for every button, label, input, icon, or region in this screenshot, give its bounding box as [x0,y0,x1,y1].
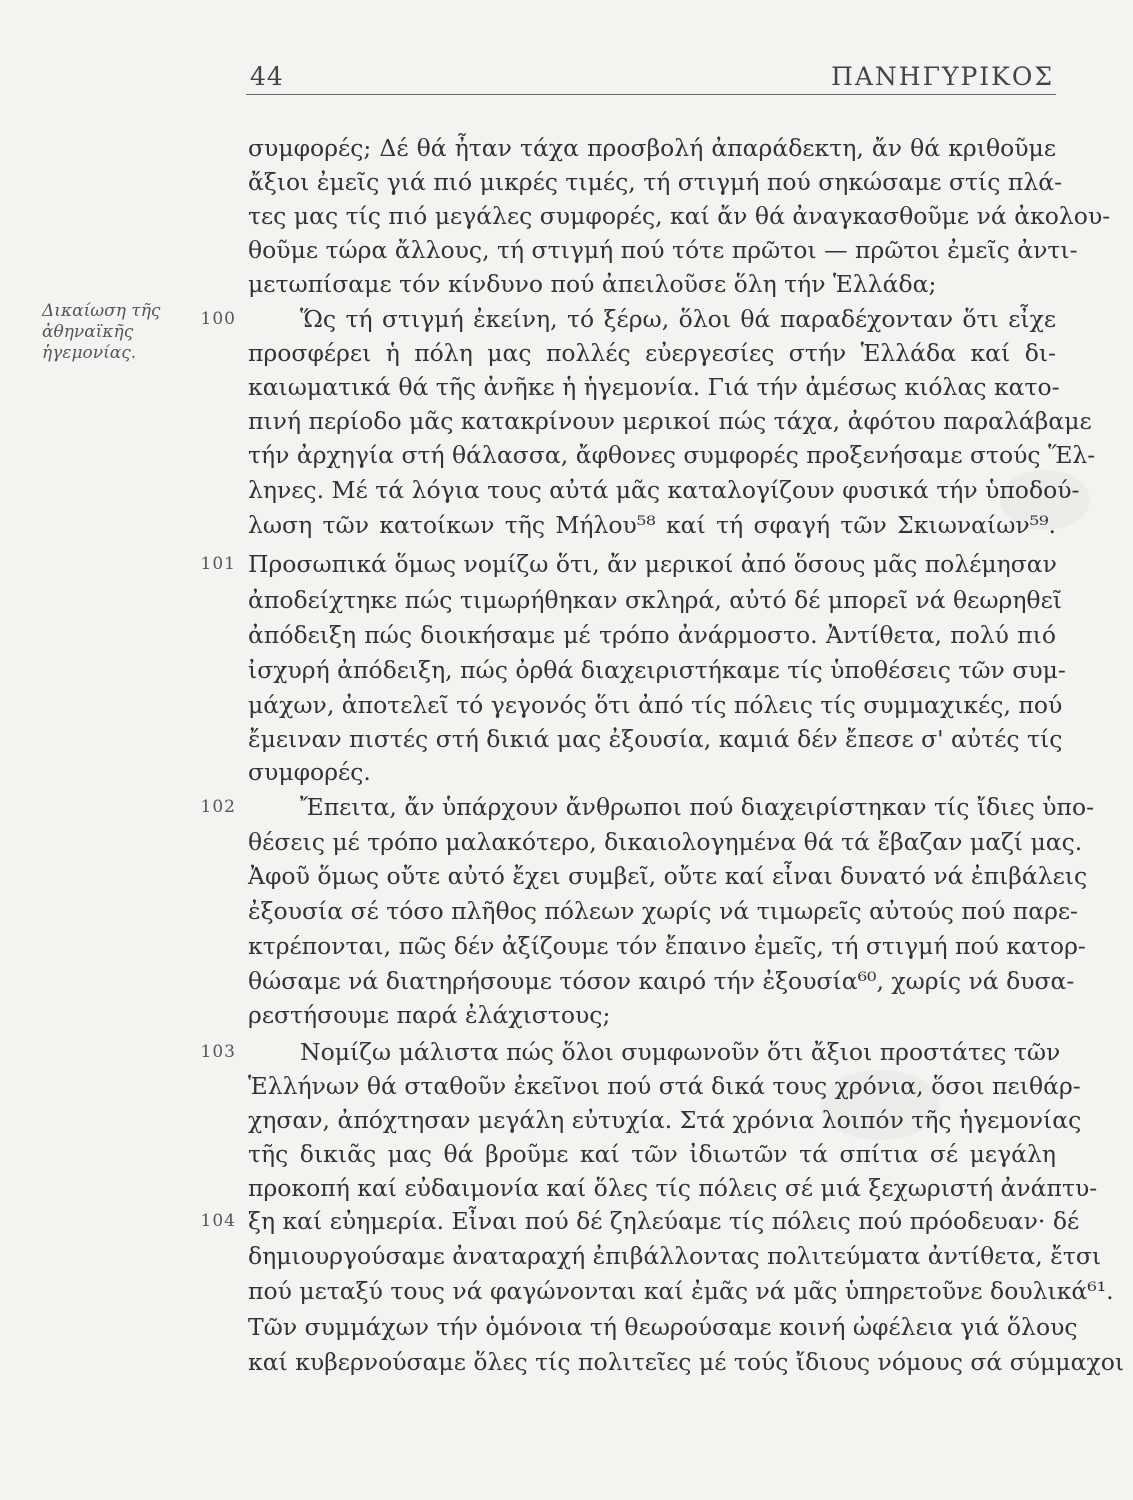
text-line: πινή περίοδο μᾶς κατακρίνουν μερικοί πώς τάχα, ἀφότου παραλάβαμε [248,407,1092,435]
text-line: Ἀφοῦ ὅμως οὔτε αὐτό ἔχει συμβεῖ, οὔτε καί εἶναι δυνατό νά ἐπιβάλεις [248,862,1088,890]
text-line: Ἑλλήνων θά σταθοῦν ἐκεῖνοι πού στά δικά τους χρόνια, ὅσοι πειθάρ- [248,1072,1081,1100]
text-line: μετωπίσαμε τόν κίνδυνο πού ἀπειλοῦσε ὅλη τήν Ἑλλάδα; [248,270,937,298]
paper-stain [1000,470,1090,530]
text-line: ἄξιοι ἐμεῖς γιά πιό μικρές τιμές, τή στιγμή πού σηκώσαμε στίς πλά- [248,168,1063,196]
text-line: ληνες. Μέ τά λόγια τους αὐτά μᾶς καταλογίζουν φυσικά τήν ὑποδού- [248,476,1080,504]
text-line: Νομίζω μάλιστα πώς ὅλοι συμφωνοῦν ὅτι ἄξιοι προστάτες τῶν [300,1038,1061,1066]
text-line: τῆς δικιᾶς μας θά βροῦμε καί τῶν ἰδιωτῶν τά σπίτια σέ μεγάλη [248,1140,1056,1168]
paper-stain [820,1070,940,1140]
text-line: λωση τῶν κατοίκων τῆς Μήλου⁵⁸ καί τή σφαγή τῶν Σκιωναίων⁵⁹. [248,511,1056,539]
text-line: μάχων, ἀποτελεῖ τό γεγονός ὅτι ἀπό τίς πόλεις τίς συμμαχικές, πού [248,691,1063,719]
text-line: Ὥς τή στιγμή ἐκείνη, τό ξέρω, ὅλοι θά παραδέχονταν ὅτι εἶχε [300,305,1056,333]
text-line: συμφορές; Δέ θά ἦταν τάχα προσβολή ἀπαράδεκτη, ἄν θά κριθοῦμε [248,134,1056,162]
text-line: θέσεις μέ τρόπο μαλακότερο, δικαιολογημένα θά τά ἔβαζαν μαζί μας. [248,828,1083,856]
header-rule [246,94,1056,95]
text-line: ἰσχυρή ἀπόδειξη, πώς ὀρθά διαχειριστήκαμε τίς ὑποθέσεις τῶν συμ- [248,656,1066,684]
text-line: θοῦμε τώρα ἄλλους, τή στιγμή πού τότε πρῶτοι — πρῶτοι ἐμεῖς ἀντι- [248,236,1078,264]
text-line: Προσωπικά ὅμως νομίζω ὅτι, ἄν μερικοί ἀπό ὅσους μᾶς πολέμησαν [248,550,1057,578]
margin-note-line: ἀθηναϊκῆς [42,322,134,342]
margin-note-line: ἡγεμονίας. [42,343,137,363]
text-line: τήν ἀρχηγία στή θάλασσα, ἄφθονες συμφορές προξενήσαμε στούς Ἕλ- [248,441,1096,469]
text-line: ἀπόδειξη πώς διοικήσαμε μέ τρόπο ἀνάρμοστο. Ἀντίθετα, πολύ πιό [248,621,1056,649]
margin-note-line: Δικαίωση τῆς [42,301,161,321]
text-line: κτρέπονται, πῶς δέν ἀξίζουμε τόν ἔπαινο ἐμεῖς, τή στιγμή πού κατορ- [248,932,1086,960]
text-line: Ἔπειτα, ἄν ὑπάρχουν ἄνθρωποι πού διαχειρίστηκαν τίς ἴδιες ὑπο- [300,793,1095,821]
text-line: ἐξουσία σέ τόσο πλῆθος πόλεων χωρίς νά τιμωρεῖς αὐτούς πού παρε- [248,897,1078,925]
text-line: Τῶν συμμάχων τήν ὁμόνοια τή θεωρούσαμε κοινή ὠφέλεια γιά ὅλους [248,1313,1078,1341]
text-line: δημιουργούσαμε ἀναταραχή ἐπιβάλλοντας πολιτεύματα ἀντίθετα, ἔτσι [248,1242,1102,1270]
page-number: 44 [250,62,284,91]
text-line: χησαν, ἀπόχτησαν μεγάλη εὐτυχία. Στά χρόνια λοιπόν τῆς ἡγεμονίας [248,1106,1082,1134]
running-title: ΠΑΝΗΓΥΡΙΚΟΣ [831,62,1054,91]
paragraph-number: 103 [200,1042,236,1062]
text-line: ξη καί εὐημερία. Εἶναι πού δέ ζηλεύαμε τίς πόλεις πού πρόοδευαν· δέ [248,1207,1080,1235]
text-line: ρεστήσουμε παρά ἐλάχιστους; [248,1001,611,1029]
text-line: προκοπή καί εὐδαιμονία καί ὅλες τίς πόλεις σέ μιά ξεχωριστή ἀνάπτυ- [248,1174,1098,1202]
paragraph-number: 102 [200,797,236,817]
text-line: καιωματικά θά τῆς ἀνῆκε ἡ ἡγεμονία. Γιά τήν ἀμέσως κιόλας κατο- [248,373,1060,401]
text-line: ἀποδείχτηκε πώς τιμωρήθηκαν σκληρά, αὐτό δέ μπορεῖ νά θεωρηθεῖ [248,586,1062,614]
text-line: τες μας τίς πιό μεγάλες συμφορές, καί ἄν θά ἀναγκασθοῦμε νά ἀκολου- [248,202,1111,230]
paragraph-number: 100 [200,309,236,329]
text-line: πού μεταξύ τους νά φαγώνονται καί ἐμᾶς νά μᾶς ὑπηρετοῦνε δουλικά⁶¹. [248,1277,1114,1305]
paragraph-number: 104 [200,1211,236,1231]
margin-note [42,301,192,364]
text-line: προσφέρει ἡ πόλη μας πολλές εὐεργεσίες στήν Ἑλλάδα καί δι- [248,339,1056,367]
text-line: θώσαμε νά διατηρήσουμε τόσον καιρό τήν ἐξουσία⁶⁰, χωρίς νά δυσα- [248,967,1075,995]
text-line: ἔμειναν πιστές στή δικιά μας ἐξουσία, καμιά δέν ἔπεσε σ' αὐτές τίς [248,725,1063,753]
text-line: συμφορές. [248,758,371,786]
text-line: καί κυβερνούσαμε ὅλες τίς πολιτεῖες μέ τούς ἴδιους νόμους σά σύμμαχοι [248,1348,1125,1376]
paragraph-number: 101 [200,554,236,574]
